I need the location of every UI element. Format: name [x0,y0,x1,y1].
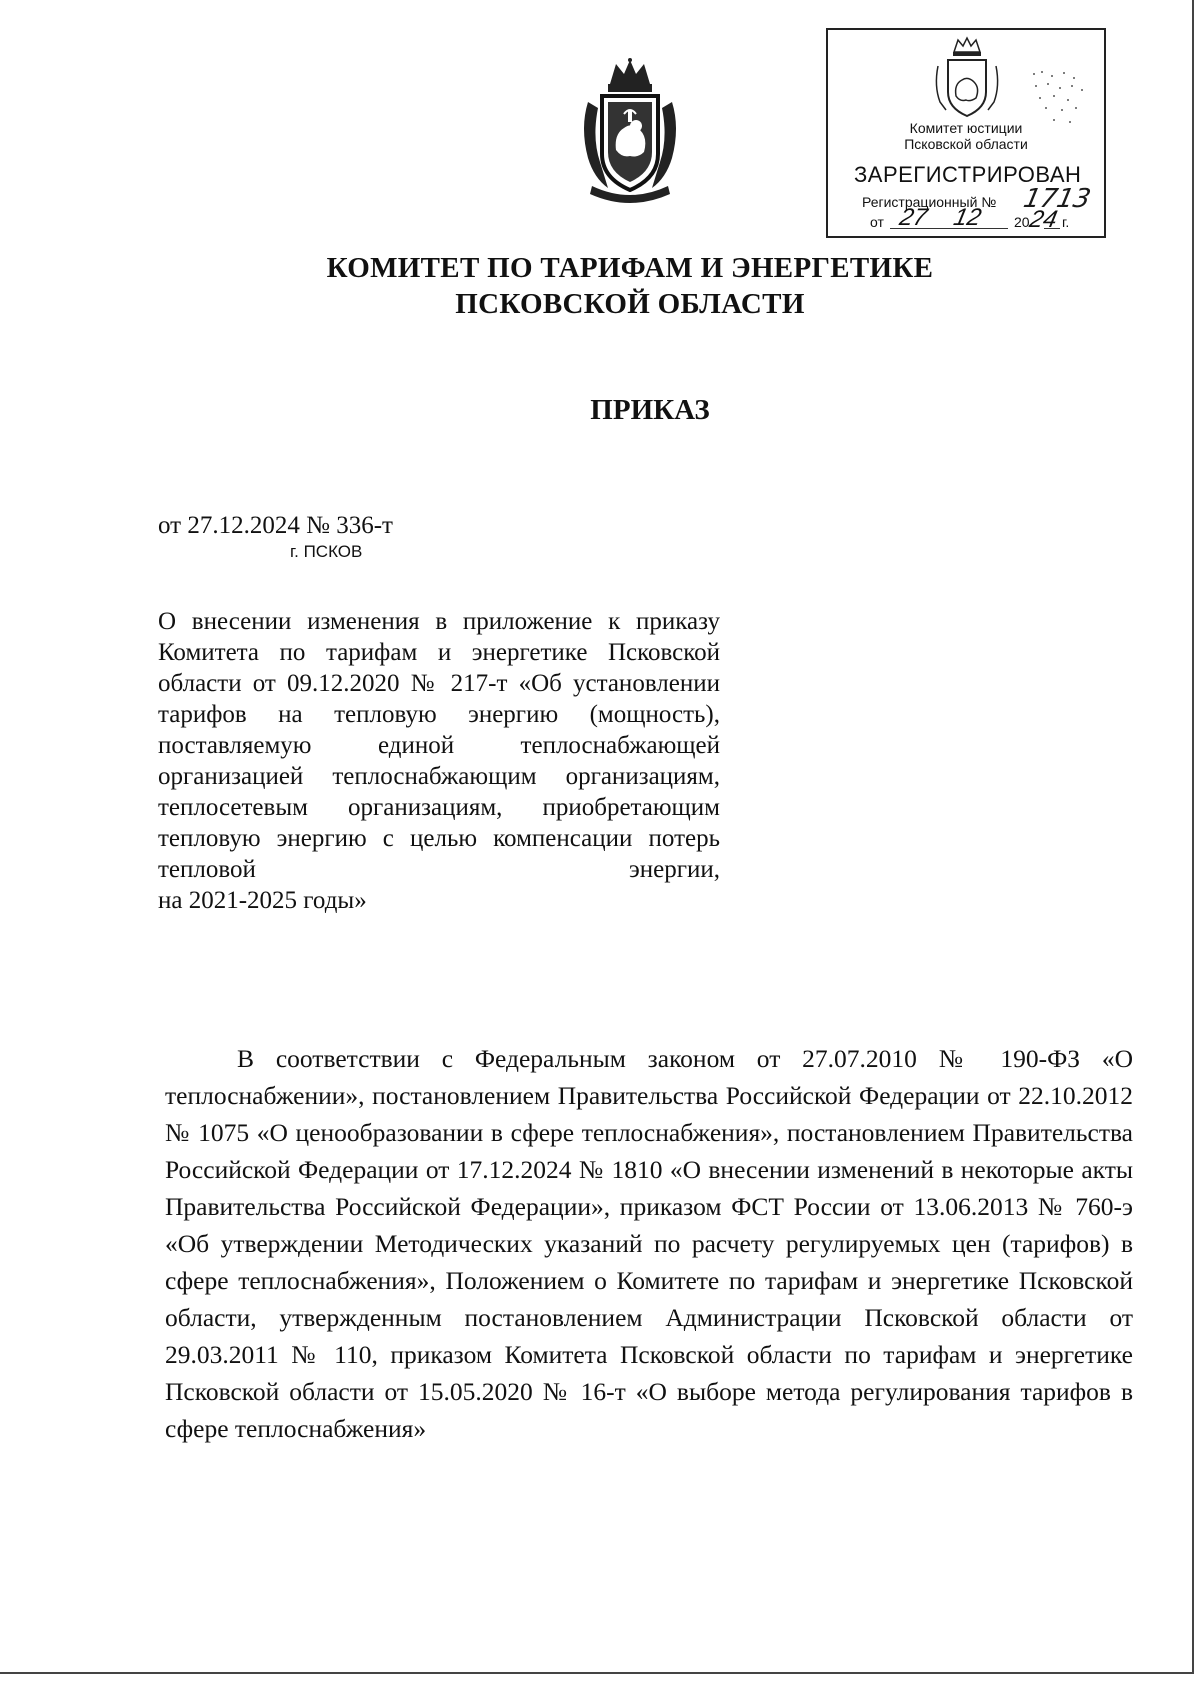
stamp-status: ЗАРЕГИСТРИРОВАН [854,162,1082,187]
scan-edge-bottom [0,1672,1194,1674]
organization-title [230,250,1030,322]
stamp-year-prefix: 20 [1014,214,1030,230]
stamp-coat-of-arms-icon [932,36,1002,122]
document-subject [158,606,720,916]
stamp-year-suffix: г. [1062,214,1070,230]
organization-title-line2: ПСКОВСКОЙ ОБЛАСТИ [455,288,805,320]
document-date-number: от 27.12.2024 № 336-т [158,512,393,539]
document-body-paragraph: В соответствии с Федеральным законом от 27.07.2010 № 190-ФЗ «О теплоснабжении», постановлением Правительства Российской Федерации от 22.10.2012 № 1075 «О ценообразовании в сфере теплоснабжения», постановлением Правительства Российской Федерации от 17.12.2024 № 1810 «О внесении изменений в некоторые акты Правительства Российской Федерации», приказом ФСТ России от 13.06.2013 № 760-э «Об утверждении Методических указаний по расчету регулируемых цен (тарифов) в сфере теплоснабжения», Положением о Комитете по тарифам и энергетике Псковской области, утвержденным постановлением Администрации Псковской области от 29.03.2011 № 110, приказом Комитета Псковской области по тарифам и энергетике Псковской области от 15.05.2020 № 16-т «О выборе метода регулирования тарифов в сфере теплоснабжения» [165,1044,1133,1443]
stamp-reg-label: Регистрационный № [862,194,997,210]
stamp-org-line2: Псковской области [904,136,1028,152]
stamp-reg-number: 1713 [1020,184,1094,214]
coat-of-arms-emblem [578,58,682,204]
stamp-month: 12 [951,204,984,231]
stamp-from-label: от [870,214,884,230]
stamp-year: 24 [1027,206,1060,233]
scan-edge-right [1192,0,1194,1672]
document-subject-last-line: на 2021-2025 годы» [158,887,367,914]
document-type-heading: ПРИКАЗ [590,394,710,426]
stamp-org-line1: Комитет юстиции [909,120,1023,136]
document-subject-text: О внесении изменения в приложение к приказу Комитета по тарифам и энергетике Псковской области от 09.12.2020 № 217-т «Об установлении тарифов на тепловую энергию (мощность), поставляемую единой теплоснабжающей организацией теплоснабжающим организациям, теплосетевым организациям, приобретающим тепловую энергию с целью компенсации потерь тепловой энергии, [158,608,720,883]
registration-stamp [826,28,1106,238]
organization-title-line1: КОМИТЕТ ПО ТАРИФАМ И ЭНЕРГЕТИКЕ [326,252,934,284]
stamp-day: 27 [897,204,930,231]
document-city: г. ПСКОВ [290,542,363,561]
